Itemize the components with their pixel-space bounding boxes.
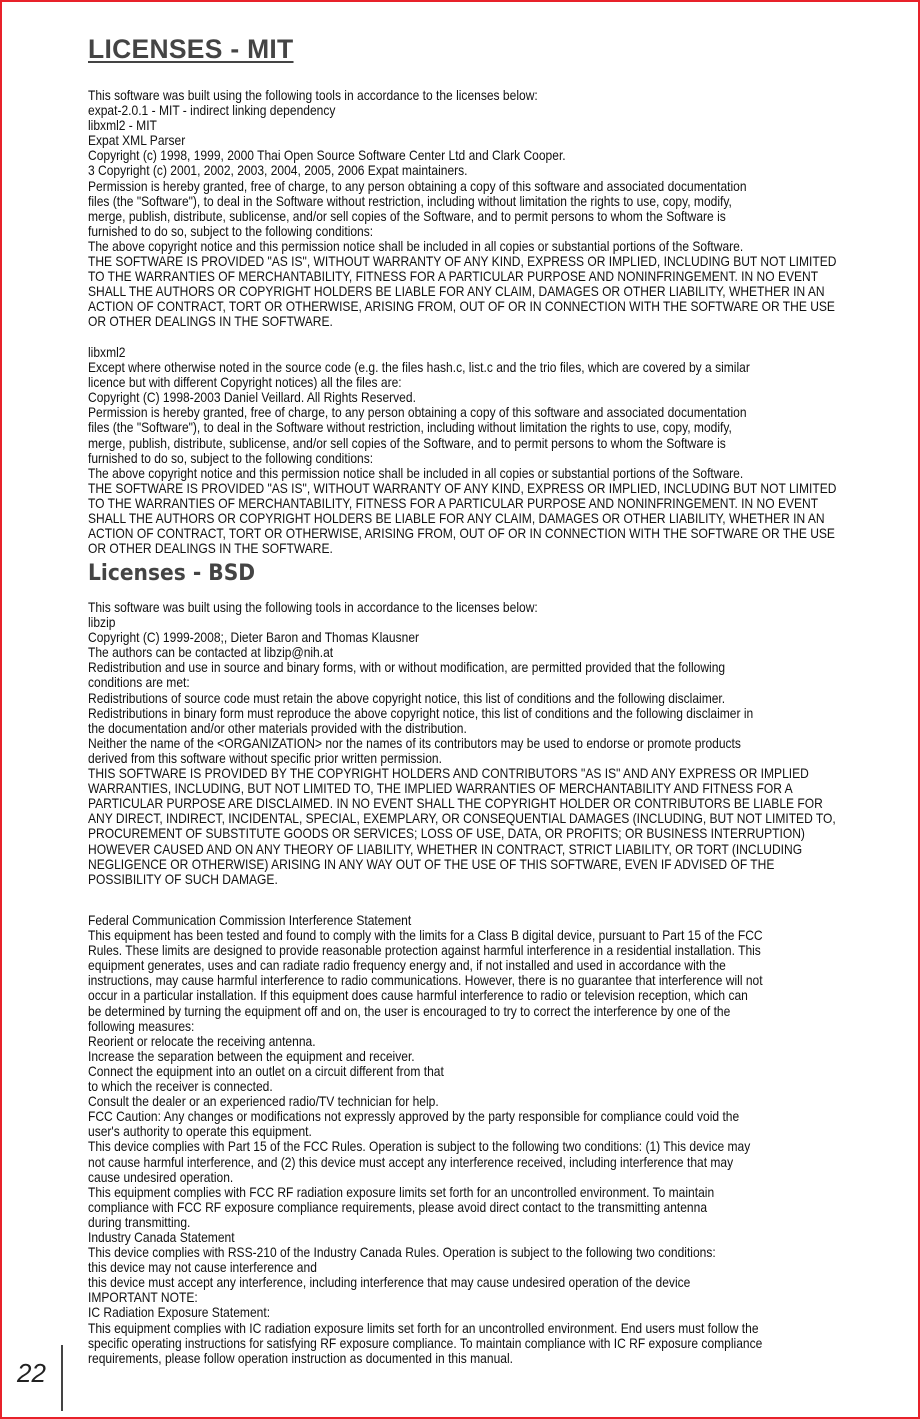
text-line: POSSIBILITY OF SUCH DAMAGE.	[88, 870, 278, 887]
text-line: IMPORTANT NOTE:	[88, 1289, 198, 1306]
text-line: Industry Canada Statement	[88, 1228, 235, 1245]
text-line: NEGLIGENCE OR OTHERWISE) ARISING IN ANY WAY OUT OF THE USE OF THIS SOFTWARE, EVEN IF ADVISED OF THE	[88, 855, 775, 872]
text-line: Increase the separation between the equipment and receiver.	[88, 1047, 415, 1064]
text-line: TO THE WARRANTIES OF MERCHANTABILITY, FITNESS FOR A PARTICULAR PURPOSE AND NONINFRINGEMENT. IN NO EVENT	[88, 268, 819, 285]
text-line: SHALL THE AUTHORS OR COPYRIGHT HOLDERS BE LIABLE FOR ANY CLAIM, DAMAGES OR OTHER LIABILITY, WHETHER IN AN	[88, 283, 825, 300]
text-line: files (the "Software"), to deal in the Software without restriction, including without limitation the rights to use, copy, modify,	[88, 419, 732, 436]
text-line: furnished to do so, subject to the following conditions:	[88, 222, 374, 239]
text-line: Copyright (C) 1998-2003 Daniel Veillard. All Rights Reserved.	[88, 389, 416, 406]
text-line: Except where otherwise noted in the source code (e.g. the files hash.c, list.c and the trio files, which are covered by a similar	[88, 359, 750, 376]
text-line: to which the receiver is connected.	[88, 1078, 273, 1095]
text-line: This equipment has been tested and found to comply with the limits for a Class B digital device, pursuant to Part 15 of the FCC	[88, 927, 763, 944]
text-line: the documentation and/or other materials provided with the distribution.	[88, 719, 467, 736]
text-line: files (the "Software"), to deal in the Software without restriction, including without limitation the rights to use, copy, modify,	[88, 192, 732, 209]
text-line: This software was built using the following tools in accordance to the licenses below:	[88, 599, 538, 615]
heading-licenses-bsd: Licenses - BSD	[88, 561, 256, 586]
text-line: specific operating instructions for satisfying RF exposure compliance. To maintain compliance with IC RF exposure compliance	[88, 1334, 763, 1351]
text-line: Reorient or relocate the receiving antenna.	[88, 1032, 316, 1049]
text-line: this device may not cause interference and	[88, 1259, 317, 1276]
text-line: libzip	[88, 614, 116, 631]
text-line: The above copyright notice and this permission notice shall be included in all copies or substantial portions of the Software.	[88, 237, 744, 254]
mit-libxml2-section	[88, 345, 836, 556]
text-line: be determined by turning the equipment off and on, the user is encouraged to try to correct the interference by one of the	[88, 1002, 731, 1019]
text-line: occur in a particular installation. If this equipment does cause harmful interference to radio or television reception, which can	[88, 987, 748, 1004]
text-line: WARRANTIES, INCLUDING, BUT NOT LIMITED TO, THE IMPLIED WARRANTIES OF MERCHANTABILITY AND FITNESS FOR A	[88, 780, 793, 797]
text-line: PARTICULAR PURPOSE ARE DISCLAIMED. IN NO EVENT SHALL THE COPYRIGHT HOLDER OR CONTRIBUTORS BE LIABLE FOR	[88, 795, 823, 812]
text-line: libxml2	[88, 344, 126, 360]
text-line: Federal Communication Commission Interference Statement	[88, 912, 412, 928]
text-line: user's authority to operate this equipment.	[88, 1123, 312, 1140]
fcc-ic-statement-section	[88, 913, 763, 1366]
text-line: Expat XML Parser	[88, 132, 186, 149]
text-line: Rules. These limits are designed to provide reasonable protection against harmful interference in a residential installation. This	[88, 942, 761, 959]
text-line: SHALL THE AUTHORS OR COPYRIGHT HOLDERS BE LIABLE FOR ANY CLAIM, DAMAGES OR OTHER LIABILITY, WHETHER IN AN	[88, 510, 825, 527]
text-line: following measures:	[88, 1017, 195, 1034]
text-line: libxml2 - MIT	[88, 117, 157, 134]
text-line: ANY DIRECT, INDIRECT, INCIDENTAL, SPECIAL, EXEMPLARY, OR CONSEQUENTIAL DAMAGES (INCLUDING, BUT NOT LIMITED TO,	[88, 810, 836, 827]
text-line: IC Radiation Exposure Statement:	[88, 1304, 271, 1321]
page-number: 22	[17, 1358, 46, 1388]
text-line: Neither the name of the <ORGANIZATION> nor the names of its contributors may be used to endorse or promote products	[88, 734, 741, 751]
text-line: Copyright (c) 1998, 1999, 2000 Thai Open Source Software Center Ltd and Clark Cooper.	[88, 147, 566, 164]
text-line: requirements, please follow operation instruction as documented in this manual.	[88, 1349, 513, 1366]
heading-licenses-mit: LICENSES - MIT	[88, 34, 294, 64]
text-line: Consult the dealer or an experienced radio/TV technician for help.	[88, 1093, 439, 1110]
text-line: Permission is hereby granted, free of charge, to any person obtaining a copy of this software and associated documentation	[88, 177, 747, 194]
bsd-libzip-section	[88, 600, 836, 887]
text-line: 3 Copyright (c) 2001, 2002, 2003, 2004, 2005, 2006 Expat maintainers.	[88, 162, 468, 179]
text-line: THE SOFTWARE IS PROVIDED "AS IS", WITHOUT WARRANTY OF ANY KIND, EXPRESS OR IMPLIED, INCLUDING BUT NOT LIMITED	[88, 253, 837, 270]
text-line: This equipment complies with FCC RF radiation exposure limits set forth for an uncontrolled environment. To maintain	[88, 1183, 715, 1200]
text-line: licence but with different Copyright notices) all the files are:	[88, 374, 402, 391]
text-line: This device complies with RSS-210 of the Industry Canada Rules. Operation is subject to the following two conditions:	[88, 1244, 716, 1261]
text-line: not cause harmful interference, and (2) this device must accept any interference received, including interference that may	[88, 1153, 734, 1170]
text-line: THIS SOFTWARE IS PROVIDED BY THE COPYRIGHT HOLDERS AND CONTRIBUTORS "AS IS" AND ANY EXPRESS OR IMPLIED	[88, 765, 809, 782]
text-line: during transmitting.	[88, 1213, 191, 1230]
text-line: OR OTHER DEALINGS IN THE SOFTWARE.	[88, 540, 333, 557]
text-line: Redistributions in binary form must reproduce the above copyright notice, this list of conditions and the following disclaimer in	[88, 704, 754, 721]
text-line: The authors can be contacted at libzip@nih.at	[88, 644, 334, 661]
text-line: merge, publish, distribute, sublicense, and/or sell copies of the Software, and to permit persons to whom the Software is	[88, 207, 726, 224]
mit-expat-section	[88, 88, 836, 330]
text-line: compliance with FCC RF exposure compliance requirements, please avoid direct contact to the transmitting antenna	[88, 1198, 708, 1215]
text-line: Connect the equipment into an outlet on a circuit different from that	[88, 1062, 444, 1079]
text-line: Copyright (C) 1999-2008;, Dieter Baron and Thomas Klausner	[88, 629, 420, 646]
text-line: TO THE WARRANTIES OF MERCHANTABILITY, FITNESS FOR A PARTICULAR PURPOSE AND NONINFRINGEMENT. IN NO EVENT	[88, 494, 819, 511]
text-line: This equipment complies with IC radiation exposure limits set forth for an uncontrolled environment. End users must follow the	[88, 1319, 759, 1336]
text-line: instructions, may cause harmful interference to radio communications. However, there is no guarantee that interference will not	[88, 972, 763, 989]
text-line: This software was built using the following tools in accordance to the licenses below:	[88, 87, 538, 103]
text-line: merge, publish, distribute, sublicense, and/or sell copies of the Software, and to permit persons to whom the Software is	[88, 434, 726, 451]
text-line: conditions are met:	[88, 674, 190, 691]
text-line: ACTION OF CONTRACT, TORT OR OTHERWISE, ARISING FROM, OUT OF OR IN CONNECTION WITH THE SOFTWARE OR THE USE	[88, 525, 835, 542]
text-line: expat-2.0.1 - MIT - indirect linking dependency	[88, 102, 336, 119]
text-line: Permission is hereby granted, free of charge, to any person obtaining a copy of this software and associated documentation	[88, 404, 747, 421]
text-line: this device must accept any interference, including interference that may cause undesired operation of the device	[88, 1274, 691, 1291]
text-line: PROCUREMENT OF SUBSTITUTE GOODS OR SERVICES; LOSS OF USE, DATA, OR PROFITS; OR BUSINESS INTERRUPTION)	[88, 825, 805, 842]
text-line: The above copyright notice and this permission notice shall be included in all copies or substantial portions of the Software.	[88, 464, 744, 481]
text-line: furnished to do so, subject to the following conditions:	[88, 449, 374, 466]
text-line: derived from this software without specific prior written permission.	[88, 749, 442, 766]
text-line: ACTION OF CONTRACT, TORT OR OTHERWISE, ARISING FROM, OUT OF OR IN CONNECTION WITH THE SOFTWARE OR THE USE	[88, 298, 835, 315]
text-line: THE SOFTWARE IS PROVIDED "AS IS", WITHOUT WARRANTY OF ANY KIND, EXPRESS OR IMPLIED, INCLUDING BUT NOT LIMITED	[88, 479, 837, 496]
page-number-divider	[61, 1345, 63, 1411]
text-line: equipment generates, uses and can radiate radio frequency energy and, if not installed and used in accordance with the	[88, 957, 726, 974]
text-line: OR OTHER DEALINGS IN THE SOFTWARE.	[88, 313, 333, 330]
text-line: cause undesired operation.	[88, 1168, 234, 1185]
text-line: Redistributions of source code must retain the above copyright notice, this list of conditions and the following disclaimer.	[88, 689, 726, 706]
text-line: HOWEVER CAUSED AND ON ANY THEORY OF LIABILITY, WHETHER IN CONTRACT, STRICT LIABILITY, OR TORT (INCLUDING	[88, 840, 803, 857]
text-line: This device complies with Part 15 of the FCC Rules. Operation is subject to the following two conditions: (1) This device may	[88, 1138, 751, 1155]
text-line: Redistribution and use in source and binary forms, with or without modification, are permitted provided that the following	[88, 659, 726, 676]
text-line: FCC Caution: Any changes or modifications not expressly approved by the party responsible for compliance could void the	[88, 1108, 740, 1125]
